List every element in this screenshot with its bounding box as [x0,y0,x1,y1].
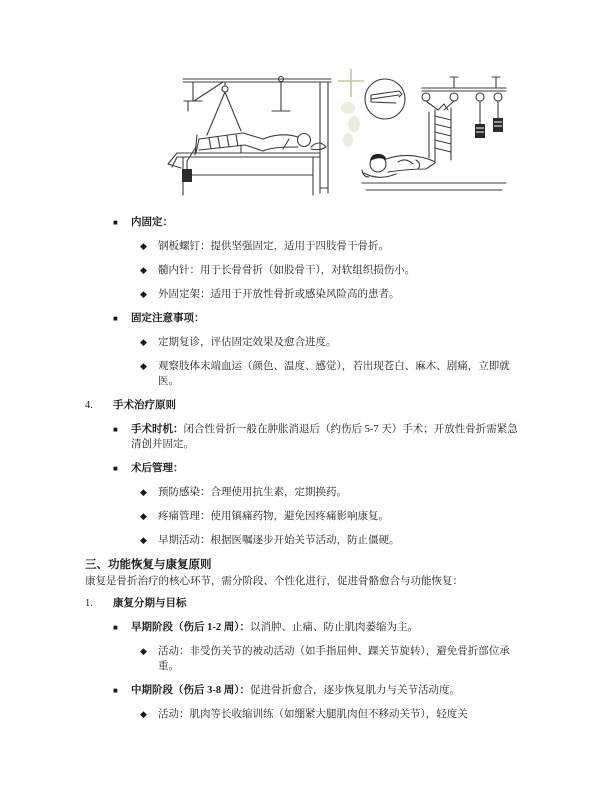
item-label: 固定注意事项： [131,313,205,324]
document-body [85,215,527,731]
list-item [140,509,527,524]
bullet-square-icon: ■ [113,425,118,434]
item-text [131,311,527,326]
list-item [113,461,527,476]
bullet-diamond-icon: ◆ [140,511,147,521]
figure-row [0,0,612,210]
list-item [140,485,527,500]
item-text [131,683,527,698]
bullet-square-icon: ■ [113,218,118,227]
list-item [140,335,527,350]
item-label: 中期阶段（伤后 3-8 周）： [131,685,250,696]
item-text [113,596,527,611]
bullet-diamond-icon: ◆ [140,361,147,371]
item-label: 术后管理： [131,463,184,474]
item-body-text: 定期复诊，评估固定效果及愈合进度。 [158,337,337,348]
item-label: 手术治疗原则 [113,400,176,411]
item-text [131,461,527,476]
list-number: 1. [85,598,93,609]
list-item [113,683,527,698]
list-item [113,215,527,230]
item-text [158,707,527,722]
bullet-square-icon: ■ [113,314,118,323]
item-body-text: 活动：非受伤关节的被动活动（如手指屈伸、踝关节旋转），避免骨折部位承重。 [158,646,510,672]
item-text [131,422,527,452]
item-text [158,509,527,524]
item-text [158,239,527,254]
leg-traction-bed-illustration [163,63,350,203]
bullet-diamond-icon: ◆ [140,265,147,275]
list-item [85,596,527,611]
list-item [85,398,527,413]
bullet-diamond-icon: ◆ [140,289,147,299]
item-text [158,359,527,389]
item-text [158,485,527,500]
item-text [158,335,527,350]
list-item [140,263,527,278]
item-label: 康复分期与目标 [113,598,187,609]
bullet-square-icon: ■ [113,464,118,473]
item-body-text: 外固定架：适用于开放性骨折或感染风险高的患者。 [158,289,400,300]
bullet-diamond-icon: ◆ [140,709,147,719]
item-body-text: 观察肢体末端血运（颜色、温度、感觉），若出现苍白、麻木、剧痛，立即就医。 [158,361,510,387]
list-item [140,533,527,548]
list-item [113,311,527,326]
item-text [158,263,527,278]
list-item [140,239,527,254]
item-text [113,398,527,413]
item-body-text: 促进骨折愈合，逐步恢复肌力与关节活动度。 [250,685,460,696]
item-text [131,215,527,230]
bullet-diamond-icon: ◆ [140,646,147,656]
item-body-text: 闭合性骨折一般在肿胀消退后（约伤后 5-7 天）手术；开放性骨折需紧急清创并固定。 [131,424,518,450]
bullet-diamond-icon: ◆ [140,487,147,497]
list-item [140,359,527,389]
item-body-text: 早期活动：根据医嘱逐步开始关节活动，防止僵硬。 [158,535,400,546]
paragraph: 康复是骨折治疗的核心环节，需分阶段、个性化进行，促进骨骼愈合与功能恢复： [85,576,463,587]
bullet-square-icon: ■ [113,686,118,695]
item-body-text: 钢板螺钉：提供坚强固定，适用于四肢骨干骨折。 [158,241,389,252]
item-text [158,644,527,674]
bullet-diamond-icon: ◆ [140,535,147,545]
list-number: 4. [85,400,93,411]
bullet-diamond-icon: ◆ [140,337,147,347]
item-label: 早期阶段（伤后 1-2 周）： [131,622,250,633]
list-item [140,644,527,674]
bullet-square-icon: ■ [113,623,118,632]
item-body-text: 以消肿、止痛、防止肌肉萎缩为主。 [250,622,418,633]
item-body-text: 髓内针：用于长骨骨折（如股骨干），对软组织损伤小。 [158,265,416,276]
list-item [140,287,527,302]
item-text [158,287,527,302]
item-body-text: 预防感染：合理使用抗生素，定期换药。 [158,487,347,498]
item-text [158,533,527,548]
list-item [113,422,527,452]
item-label: 手术时机： [131,424,184,435]
list-item [113,620,527,635]
section-heading: 三、功能恢复与康复原则 [85,559,212,571]
overhead-vertical-traction-illustration [358,70,510,202]
bullet-diamond-icon: ◆ [140,241,147,251]
list-item [140,707,527,722]
item-label: 内固定： [131,217,173,228]
item-body-text: 活动：肌肉等长收缩训练（如绷紧大腿肌肉但不移动关节），轻度关 [158,709,468,720]
item-text [131,620,527,635]
item-body-text: 疼痛管理：使用镇痛药物，避免因疼痛影响康复。 [158,511,389,522]
